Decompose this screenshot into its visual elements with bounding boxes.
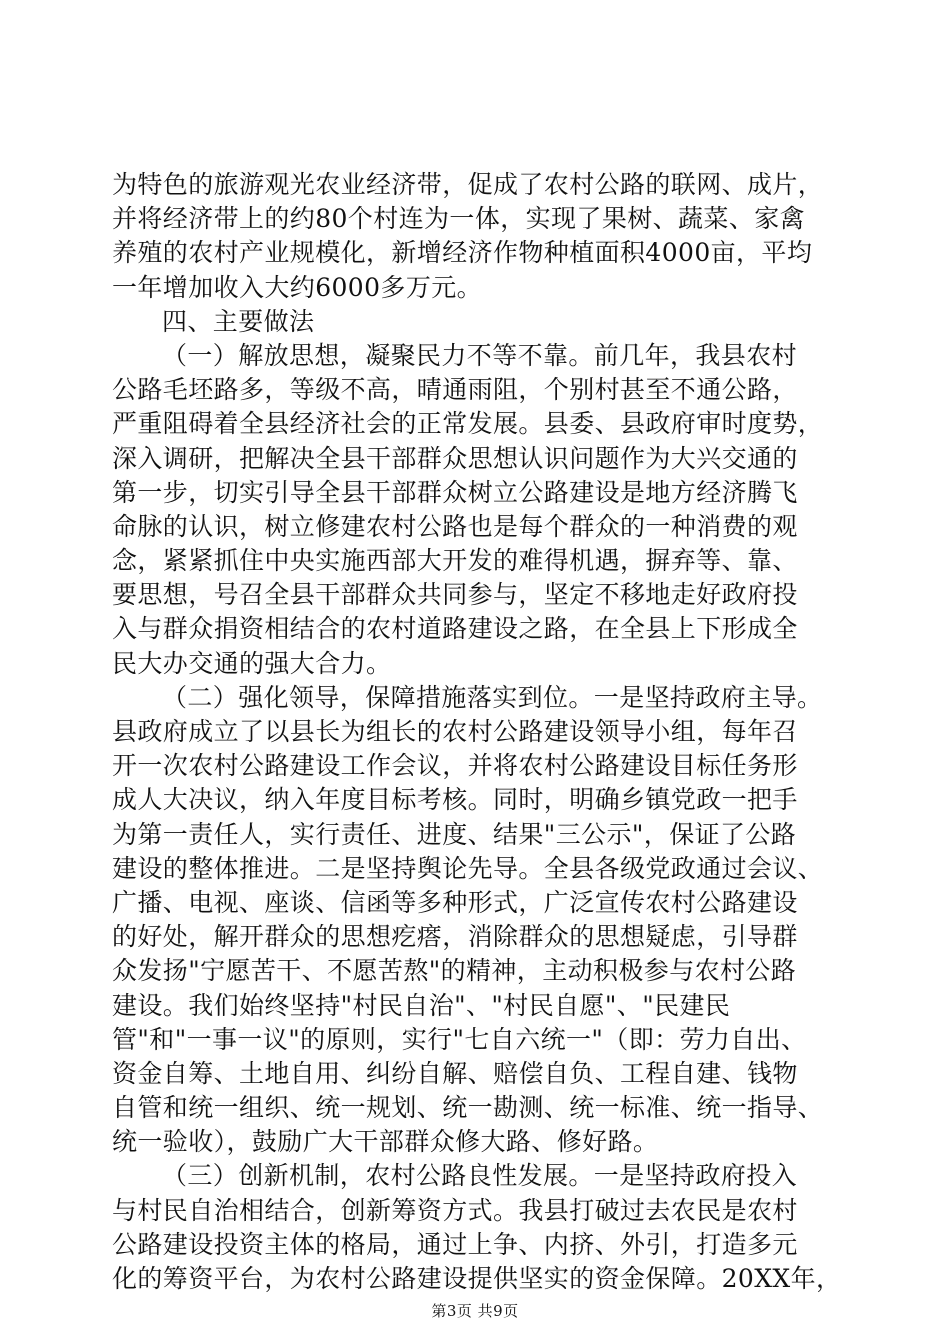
text-line: （三）创新机制，农村公路良性发展。一是坚持政府投入 bbox=[162, 1161, 798, 1191]
text-line: 为第一责任人，实行责任、进度、结果"三公示"，保证了公路 bbox=[112, 819, 797, 849]
text-line: 命脉的认识，树立修建农村公路也是每个群众的一种消费的观 bbox=[112, 511, 798, 541]
text-line: 并将经济带上的约80个村连为一体，实现了果树、蔬菜、家禽 bbox=[112, 204, 806, 234]
text-line: 与村民自治相结合，创新筹资方式。我县打破过去农民是农村 bbox=[112, 1195, 798, 1225]
text-line: 四、主要做法 bbox=[162, 306, 315, 336]
text-line: 一年增加收入大约6000多万元。 bbox=[112, 272, 483, 302]
text-line: 要思想，号召全县干部群众共同参与，坚定不移地走好政府投 bbox=[112, 580, 798, 610]
text-line: 自管和统一组织、统一规划、统一勘测、统一标准、统一指导、 bbox=[112, 1093, 824, 1123]
text-line: 成人大决议，纳入年度目标考核。同时，明确乡镇党政一把手 bbox=[112, 785, 798, 815]
text-line: 严重阻碍着全县经济社会的正常发展。县委、县政府审时度势， bbox=[112, 409, 824, 439]
text-line: 广播、电视、座谈、信函等多种形式，广泛宣传农村公路建设 bbox=[112, 887, 798, 917]
text-line: 统一验收），鼓励广大干部群众修大路、修好路。 bbox=[112, 1127, 659, 1157]
page-footer: 第3页 共9页 bbox=[431, 1302, 519, 1320]
text-line: 县政府成立了以县长为组长的农村公路建设领导小组，每年召 bbox=[112, 717, 798, 746]
text-line: （二）强化领导，保障措施落实到位。一是坚持政府主导。 bbox=[162, 682, 823, 712]
text-line: 的好处，解开群众的思想疙瘩，消除群众的思想疑虑，引导群 bbox=[112, 922, 798, 952]
text-line: 资金自筹、土地自用、纠纷自解、赔偿自负、工程自建、钱物 bbox=[112, 1058, 798, 1088]
text-line: 第一步，切实引导全县干部群众树立公路建设是地方经济腾飞 bbox=[112, 477, 798, 507]
text-line: 开一次农村公路建设工作会议，并将农村公路建设目标任务形 bbox=[112, 751, 798, 781]
text-line: 入与群众捐资相结合的农村道路建设之路，在全县上下形成全 bbox=[112, 614, 798, 644]
text-line: 建设。我们始终坚持"村民自治"、"村民自愿"、"民建民 bbox=[112, 990, 731, 1020]
text-line: 养殖的农村产业规模化，新增经济作物种植面积4000亩，平均 bbox=[112, 238, 813, 268]
text-line: 公路建设投资主体的格局，通过上争、内挤、外引，打造多元 bbox=[112, 1229, 798, 1259]
text-line: 化的筹资平台，为农村公路建设提供坚实的资金保障。20XX年， bbox=[112, 1264, 842, 1293]
text-line: 深入调研，把解决全县干部群众思想认识问题作为大兴交通的 bbox=[112, 443, 798, 473]
text-line: 为特色的旅游观光农业经济带，促成了农村公路的联网、成片， bbox=[112, 170, 824, 199]
text-line: 建设的整体推进。二是坚持舆论先导。全县各级党政通过会议、 bbox=[112, 853, 824, 883]
text-line: 管"和"一事一议"的原则，实行"七自六统一"（即：劳力自出、 bbox=[112, 1024, 807, 1054]
text-line: （一）解放思想，凝聚民力不等不靠。前几年，我县农村 bbox=[162, 340, 798, 370]
text-line: 民大办交通的强大合力。 bbox=[112, 648, 392, 678]
document-body bbox=[112, 168, 842, 1296]
text-line: 念，紧紧抓住中央实施西部大开发的难得机遇，摒弃等、靠、 bbox=[112, 546, 798, 576]
text-line: 公路毛坯路多，等级不高，晴通雨阻，个别村甚至不通公路， bbox=[112, 375, 798, 405]
text-line: 众发扬"宁愿苦干、不愿苦熬"的精神，主动积极参与农村公路 bbox=[112, 956, 797, 986]
